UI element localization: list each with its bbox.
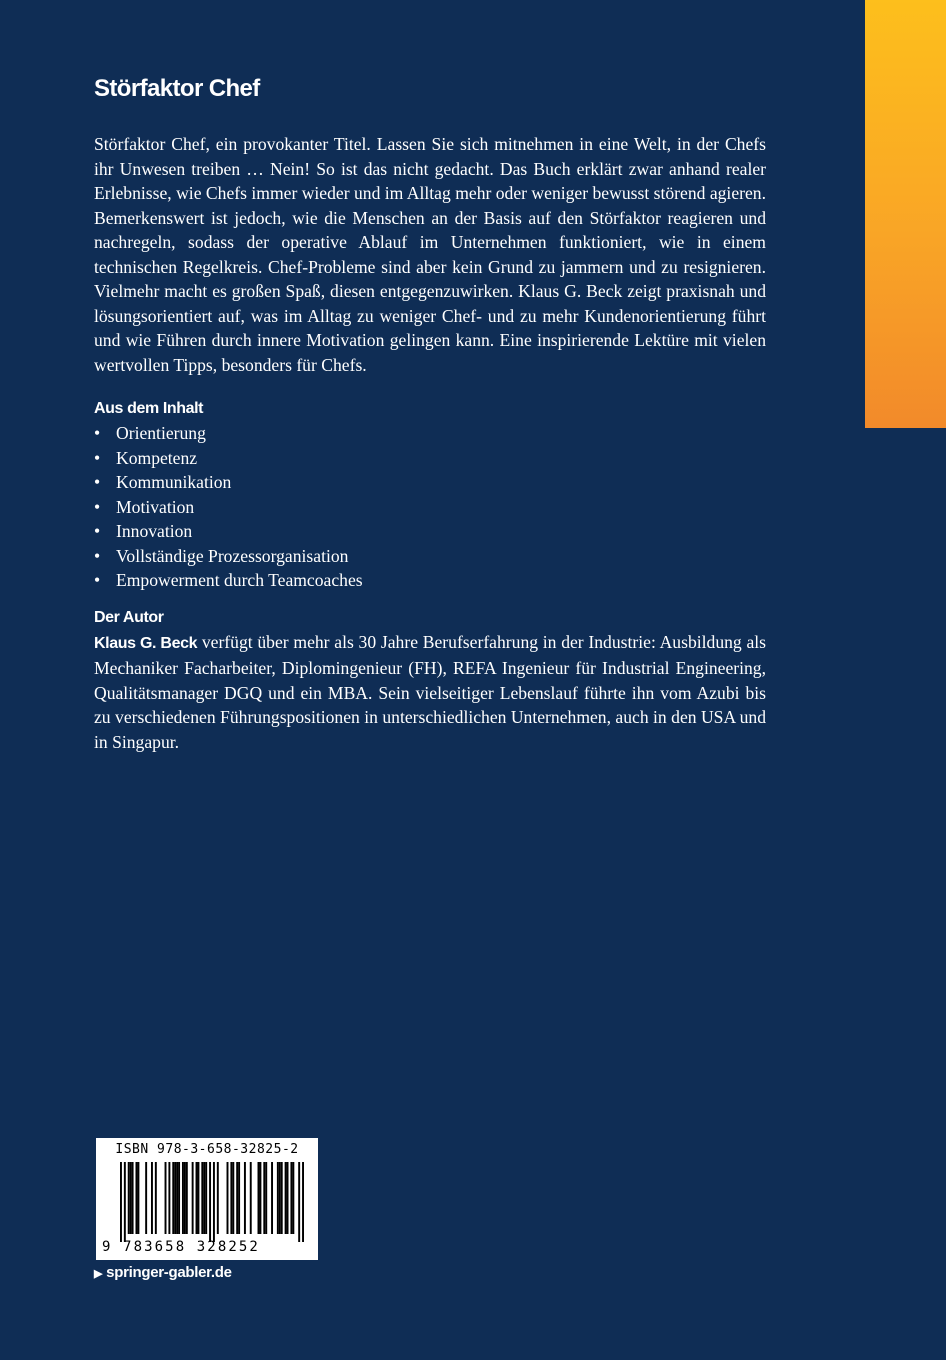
barcode-bar [137, 1162, 139, 1234]
barcode-bar [155, 1162, 157, 1234]
bullet-icon: • [94, 496, 101, 517]
book-title: Störfaktor Chef [94, 75, 260, 102]
list-item [94, 470, 766, 495]
barcode-bar [250, 1162, 252, 1234]
contents-heading: Aus dem Inhalt [94, 400, 204, 417]
barcode-bar [178, 1162, 180, 1234]
barcode-bars [120, 1162, 304, 1242]
barcode-bar [258, 1162, 260, 1234]
bullet-icon: • [94, 447, 101, 468]
barcode-bar [165, 1162, 167, 1234]
triangle-right-icon: ▶ [94, 1268, 103, 1280]
barcode-bar [302, 1162, 304, 1242]
barcode-bar [168, 1162, 170, 1234]
list-item-label: Vollständige Prozessorganisation [116, 545, 349, 566]
author-bio-text: verfügt über mehr als 30 Jahre Berufserfahrung in der Industrie: Ausbildung als Mechaniker Facharbeiter, Diplomingenieur (FH), REFA Ingenieur für Industrial Engineering, Qualitätsmanager DGQ und ein MBA. Sein vielseitiger Lebenslauf führte ihn vom Azubi bis zu verschiedenen Führungspositionen in unterschiedlichen Unternehmen, auch in den USA und in Singapur. [94, 631, 766, 752]
barcode-bar [130, 1162, 132, 1234]
list-item [94, 495, 766, 520]
list-item [94, 568, 766, 593]
barcode-bar [176, 1162, 178, 1234]
author-heading: Der Autor [94, 608, 164, 626]
barcode-bar [265, 1162, 267, 1234]
barcode-bar [263, 1162, 265, 1234]
list-item-label: Kompetenz [116, 447, 198, 468]
barcode-bar [244, 1162, 246, 1234]
barcode-bar [196, 1162, 198, 1234]
author-name: Klaus G. Beck [94, 634, 198, 652]
publisher-website[interactable] [94, 1264, 232, 1281]
barcode-bar [281, 1162, 283, 1234]
list-item-label: Kommunikation [116, 472, 232, 492]
barcode-bar [203, 1162, 205, 1234]
barcode-bar [124, 1162, 126, 1242]
barcode-bar [209, 1162, 211, 1242]
bullet-icon: • [94, 423, 101, 443]
barcode-bar [120, 1162, 122, 1242]
barcode-bar [186, 1162, 188, 1234]
barcode-bar [192, 1162, 194, 1234]
list-item-label: Orientierung [116, 423, 206, 443]
book-blurb: Störfaktor Chef, ein provokanter Titel. Lassen Sie sich mitnehmen in eine Welt, in der Chefs ihr Unwesen treiben … Nein! So ist das nicht gedacht. Das Buch erklärt zwar anhand realer Erlebnisse, wie Chefs immer wieder und im Alltag mehr oder weniger bewusst störend agieren. Bemerkenswert ist jedoch, wie die Menschen an der Basis auf den Störfaktor reagieren und nachregeln, sodass der operative Ablauf im Unternehmen funktioniert, wie in einem technischen Regelkreis. Chef-Probleme sind aber kein Grund zu jammern und zu resignieren. Vielmehr macht es großen Spaß, diesen entgegenzuwirken. Klaus G. Beck zeigt praxisnah und lösungsorientiert auf, was im Alltag zu weniger Chef- und zu mehr Kundenorientierung führt und wie Führen durch innere Motivation gelingen kann. Eine inspirierende Lektüre mit vielen wertvollen Tipps, besonders für Chefs. [94, 134, 766, 375]
barcode-bar [285, 1162, 287, 1234]
barcode-bar [232, 1162, 234, 1234]
barcode-bar [132, 1162, 134, 1234]
back-cover-content [94, 72, 766, 754]
website-url: springer-gabler.de [106, 1264, 232, 1281]
barcode-bar [172, 1162, 174, 1234]
list-item [94, 446, 766, 471]
bullet-icon: • [94, 472, 101, 492]
author-bio [94, 630, 766, 755]
list-item [94, 421, 766, 446]
barcode-bar [238, 1162, 240, 1234]
barcode-bar [271, 1162, 273, 1234]
barcode-bar [205, 1162, 207, 1234]
isbn-label: ISBN 978-3-658-32825-2 [115, 1142, 299, 1157]
barcode-bar [236, 1162, 238, 1234]
bullet-icon: • [94, 521, 101, 541]
barcode-bar [197, 1162, 199, 1234]
barcode-bar [277, 1162, 279, 1234]
barcode-bar [184, 1162, 186, 1234]
barcode-bar [135, 1162, 137, 1234]
barcode-bar [174, 1162, 176, 1234]
barcode-bar [128, 1162, 130, 1234]
barcode-bar [279, 1162, 281, 1234]
contents-list [94, 421, 766, 593]
barcode-bar [290, 1162, 292, 1234]
barcode-bar [292, 1162, 294, 1234]
isbn-barcode [96, 1138, 318, 1260]
barcode-bar [259, 1162, 261, 1234]
list-item-label: Innovation [116, 521, 193, 541]
barcode-bar [298, 1162, 300, 1242]
barcode-bar [201, 1162, 203, 1234]
barcode-bar [287, 1162, 289, 1234]
accent-bar [865, 0, 946, 428]
barcode-bar [230, 1162, 232, 1234]
barcode-bar [227, 1162, 229, 1234]
barcode-bar [213, 1162, 215, 1242]
barcode-bar [145, 1162, 147, 1234]
barcode-bar [217, 1162, 219, 1234]
bullet-icon: • [94, 570, 101, 590]
list-item [94, 544, 766, 569]
ean-digits: 9 783658 328252 [102, 1239, 260, 1255]
list-item-label: Empowerment durch Teamcoaches [116, 570, 363, 590]
barcode-bar [151, 1162, 153, 1234]
bullet-icon: • [94, 545, 101, 566]
barcode-bar [182, 1162, 184, 1234]
list-item [94, 519, 766, 544]
list-item-label: Motivation [116, 496, 195, 517]
